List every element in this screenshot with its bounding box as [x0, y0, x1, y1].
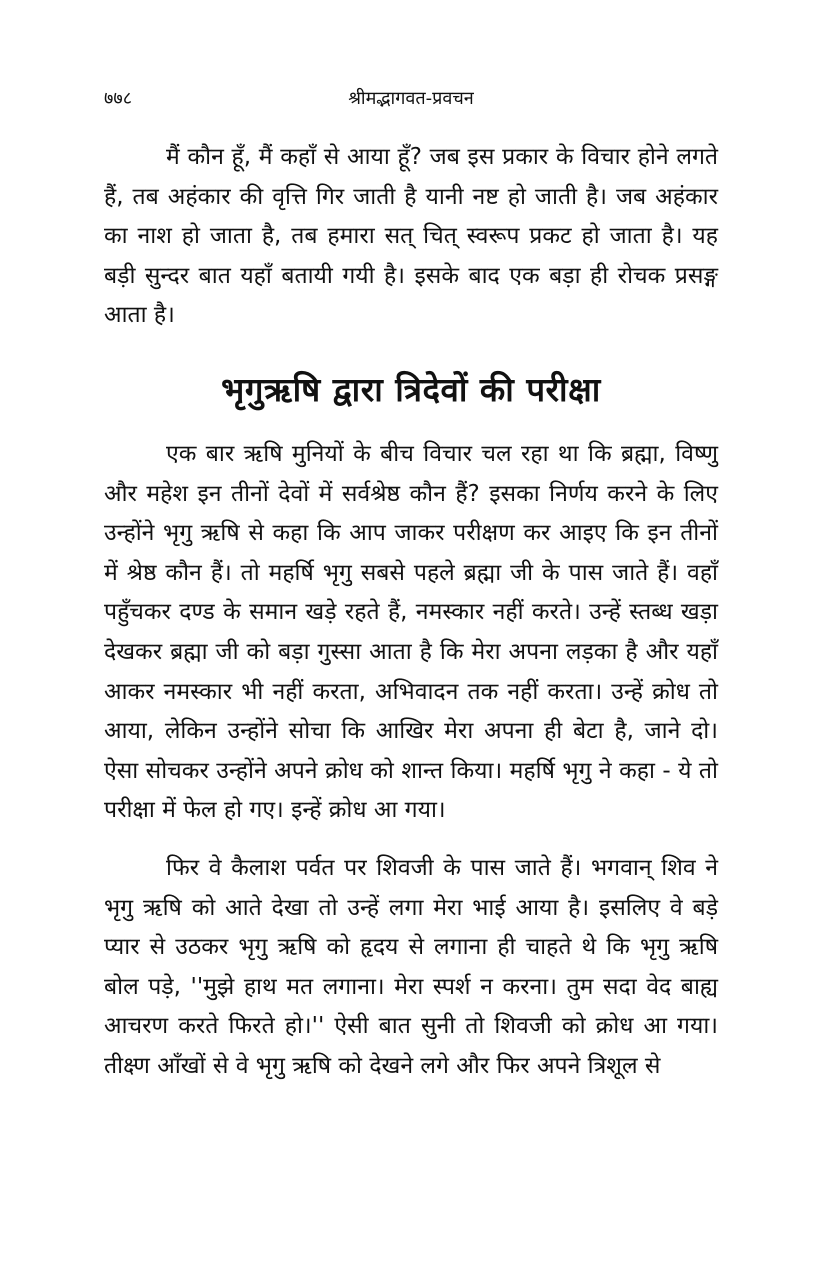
paragraph-shiva: फिर वे कैलाश पर्वत पर शिवजी के पास जाते हैं। भगवान् शिव ने भृगु ऋषि को आते देखा तो उन्हें लगा मेरा भाई आया है। इसलिए वे बड़े प्यार से उठकर भृगु ऋषि को हृदय से लगाना ही चाहते थे कि भृगु ऋषि बोल पड़े, ''मुझे हाथ मत लगाना। मेरा स्पर्श न करना। तुम सदा वेद बाह्य आचरण करते फिरते हो।'' ऐसी बात सुनी तो शिवजी को क्रोध आ गया। तीक्ष्ण आँखों से वे भृगु ऋषि को देखने लगे और फिर अपने त्रिशूल से: [104, 854, 718, 1079]
paragraph-intro: मैं कौन हूँ, मैं कहाँ से आया हूँ? जब इस प्रकार के विचार होने लगते हैं, तब अहंकार की वृत्ति गिर जाती है यानी नष्ट हो जाती है। जब अहंकार का नाश हो जाता है, तब हमारा सत् चित् स्वरूप प्रकट हो जाता है। यह बड़ी सुन्दर बात यहाँ बतायी गयी है। इसके बाद एक बड़ा ही रोचक प्रसङ्ग आता है।: [104, 144, 718, 329]
page-number: ७७८: [104, 88, 133, 109]
section-heading: भृगुऋषि द्वारा त्रिदेवों की परीक्षा: [221, 369, 601, 409]
book-page: [104, 82, 718, 1086]
paragraph-brahma: एक बार ऋषि मुनियों के बीच विचार चल रहा था कि ब्रह्मा, विष्णु और महेश इन तीनों देवों में सर्वश्रेष्ठ कौन हैं? इसका निर्णय करने के लिए उन्होंने भृगु ऋषि से कहा कि आप जाकर परीक्षण कर आइए कि इन तीनों में श्रेष्ठ कौन हैं। तो महर्षि भृगु सबसे पहले ब्रह्मा जी के पास जाते हैं। वहाँ पहुँचकर दण्ड के समान खड़े रहते हैं, नमस्कार नहीं करते। उन्हें स्तब्ध खड़ा देखकर ब्रह्मा जी को बड़ा गुस्सा आता है कि मेरा अपना लड़का है और यहाँ आकर नमस्कार भी नहीं करता, अभिवादन तक नहीं करता। उन्हें क्रोध तो आया, लेकिन उन्होंने सोचा कि आखिर मेरा अपना ही बेटा है, जाने दो। ऐसा सोचकर उन्होंने अपने क्रोध को शान्त किया। महर्षि भृगु ने कहा - ये तो परीक्षा में फेल हो गए। इन्हें क्रोध आ गया।: [104, 440, 718, 824]
book-title: श्रीमद्भागवत-प्रवचन: [348, 88, 474, 109]
running-header: [104, 82, 718, 112]
